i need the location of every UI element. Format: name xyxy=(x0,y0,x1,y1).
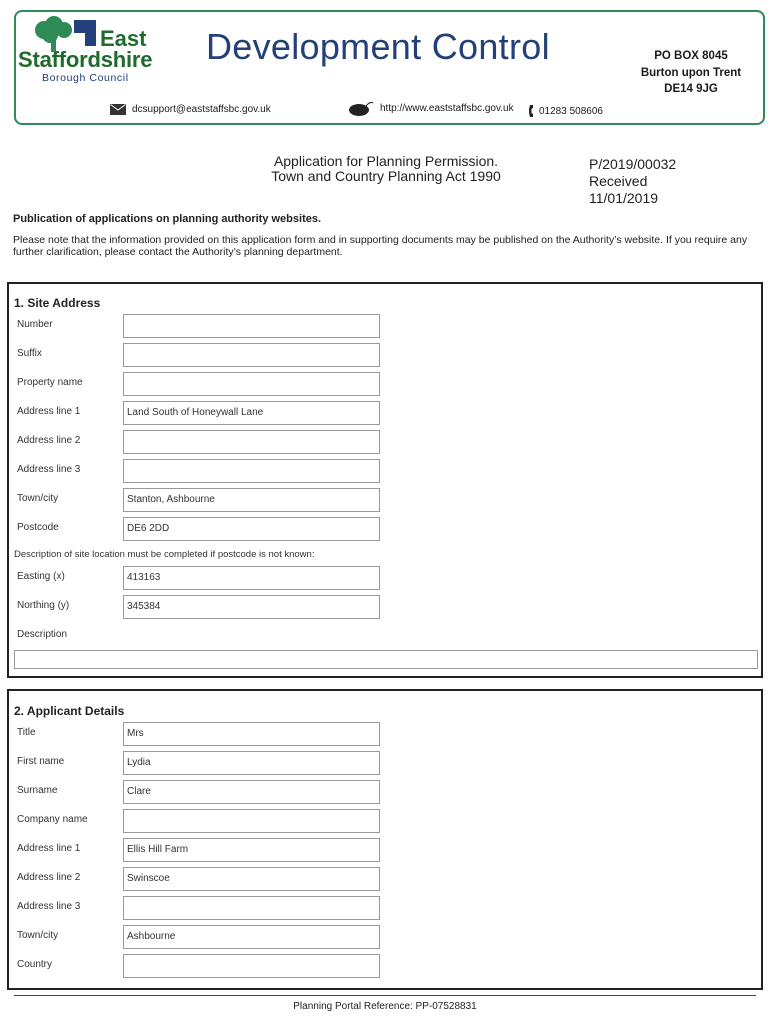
site-address-section xyxy=(7,282,763,678)
website-contact[interactable] xyxy=(348,100,514,116)
postal-address xyxy=(626,48,756,98)
address-line: PO BOX 8045 xyxy=(654,50,728,62)
application-status: Received xyxy=(589,173,648,189)
application-date: 11/01/2019 xyxy=(589,190,659,206)
field-label: Address line 1 xyxy=(17,843,81,854)
site-suffix-field[interactable] xyxy=(123,343,380,367)
site-town-field[interactable]: Stanton, Ashbourne xyxy=(123,488,380,512)
field-label: Surname xyxy=(17,785,58,796)
field-label: Country xyxy=(17,959,53,970)
applicant-town-field[interactable]: Ashbourne xyxy=(123,925,380,949)
phone-number: 01283 508606 xyxy=(539,105,603,117)
application-title-line: Town and Country Planning Act 1990 xyxy=(271,168,501,184)
council-header xyxy=(14,10,765,125)
site-postcode-field[interactable]: DE6 2DD xyxy=(123,517,380,541)
application-reference: P/2019/00032 xyxy=(589,156,677,172)
field-label: Address line 3 xyxy=(17,464,81,475)
site-property-name-field[interactable] xyxy=(123,372,380,396)
address-line: DE14 9JG xyxy=(664,83,718,95)
field-label: Postcode xyxy=(17,522,59,533)
applicant-details-section xyxy=(7,689,763,990)
field-label: Title xyxy=(17,727,36,738)
applicant-first-name-field[interactable]: Lydia xyxy=(123,751,380,775)
applicant-company-field[interactable] xyxy=(123,809,380,833)
application-title xyxy=(250,154,522,184)
council-logo xyxy=(18,16,168,86)
applicant-title-field[interactable]: Mrs xyxy=(123,722,380,746)
logo-text-staffordshire: Staffordshire xyxy=(18,47,153,72)
field-label: Number xyxy=(17,319,53,330)
footer-divider xyxy=(14,995,756,996)
field-label: Town/city xyxy=(17,493,59,504)
field-label: Property name xyxy=(17,377,83,388)
field-label: Address line 3 xyxy=(17,901,81,912)
applicant-country-field[interactable] xyxy=(123,954,380,978)
site-description-field[interactable] xyxy=(14,650,758,669)
applicant-address-line-1-field[interactable]: Ellis Hill Farm xyxy=(123,838,380,862)
email-link[interactable]: dcsupport@eaststaffsbc.gov.uk xyxy=(132,104,271,115)
envelope-icon xyxy=(110,104,126,115)
field-label: Suffix xyxy=(17,348,42,359)
field-label: First name xyxy=(17,756,65,767)
site-number-field[interactable] xyxy=(123,314,380,338)
logo-text-east: East xyxy=(100,26,147,51)
field-label: Town/city xyxy=(17,930,59,941)
easting-field[interactable]: 413163 xyxy=(123,566,380,590)
application-reference-block xyxy=(589,156,676,207)
email-contact[interactable] xyxy=(110,104,271,115)
applicant-surname-field[interactable]: Clare xyxy=(123,780,380,804)
field-label: Description xyxy=(17,629,68,640)
field-label: Company name xyxy=(17,814,88,825)
applicant-address-line-3-field[interactable] xyxy=(123,896,380,920)
site-address-line-2-field[interactable] xyxy=(123,430,380,454)
publication-heading: Publication of applications on planning authority websites. xyxy=(13,213,322,225)
applicant-address-line-2-field[interactable]: Swinscoe xyxy=(123,867,380,891)
field-label: Address line 1 xyxy=(17,406,81,417)
website-link[interactable]: http://www.eaststaffsbc.gov.uk xyxy=(380,102,514,114)
mouse-icon xyxy=(348,100,374,116)
northing-field[interactable]: 345384 xyxy=(123,595,380,619)
field-label: Address line 2 xyxy=(17,435,81,446)
section-title: 1. Site Address xyxy=(14,296,101,310)
publication-note: Please note that the information provided on this application form and in supporting documents may be published on the Authority’s website. If you require any further clarification, please contact the Authority’s planning department. xyxy=(13,234,748,258)
portal-reference: Planning Portal Reference: PP-07528831 xyxy=(293,1001,477,1012)
field-label: Easting (x) xyxy=(17,571,65,582)
logo-mark-icon xyxy=(74,20,96,46)
site-address-line-3-field[interactable] xyxy=(123,459,380,483)
address-line: Burton upon Trent xyxy=(640,66,742,79)
application-title-line: Application for Planning Permission. xyxy=(273,153,499,169)
phone-contact xyxy=(528,104,603,118)
logo-text-borough-council: Borough Council xyxy=(42,72,129,84)
field-label: Address line 2 xyxy=(17,872,81,883)
phone-icon xyxy=(528,104,536,118)
location-note: Description of site location must be completed if postcode is not known: xyxy=(14,549,315,560)
page-title: Development Control xyxy=(206,26,550,67)
section-title: 2. Applicant Details xyxy=(14,704,125,718)
site-address-line-1-field[interactable]: Land South of Honeywall Lane xyxy=(123,401,380,425)
field-label: Northing (y) xyxy=(17,600,70,611)
